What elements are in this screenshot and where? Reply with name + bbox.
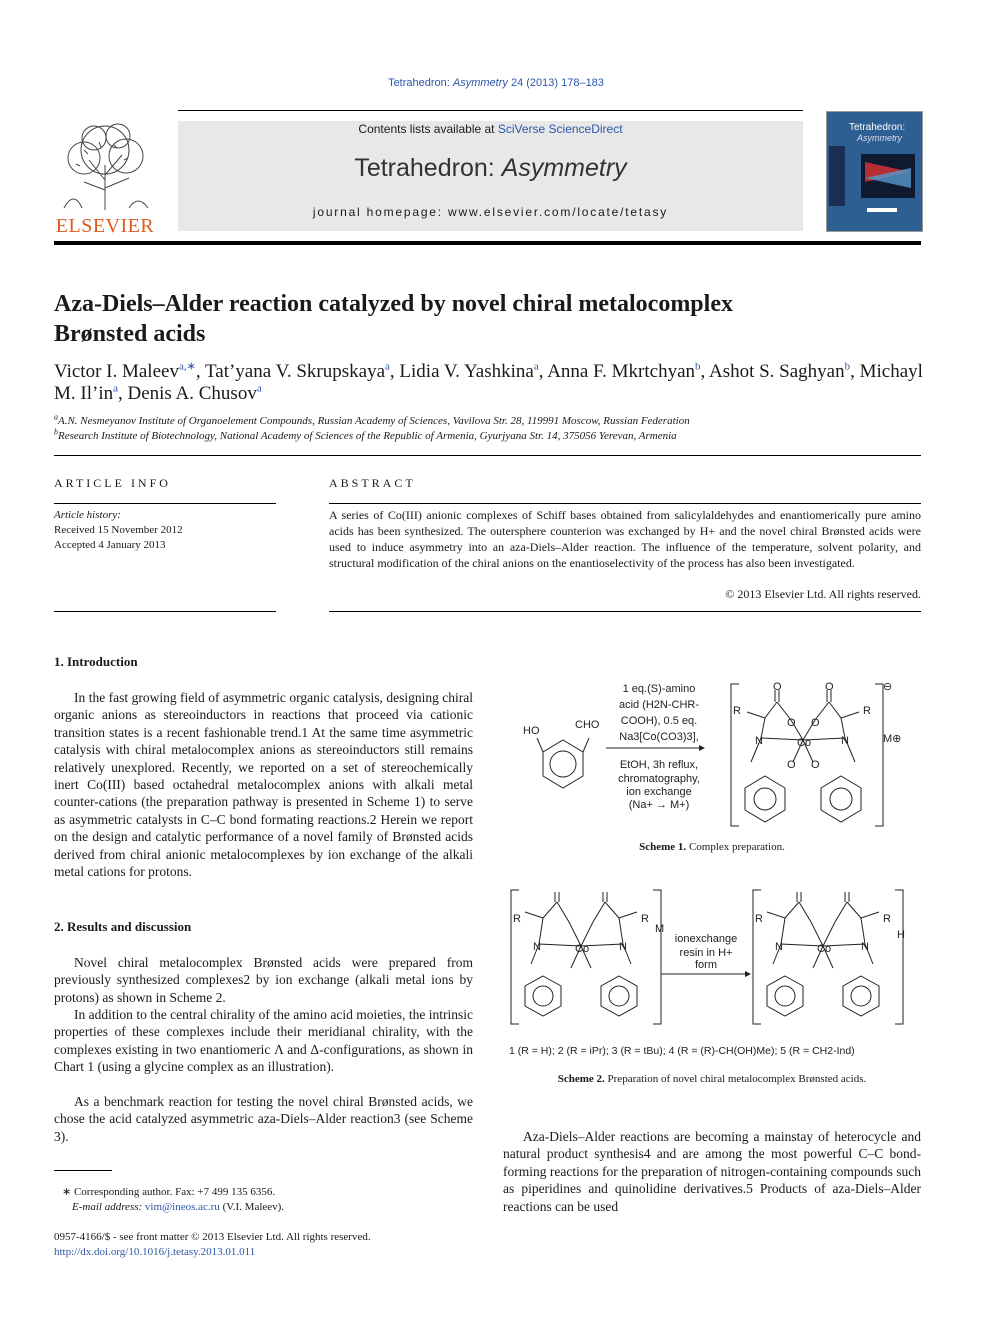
scheme-2-product	[753, 890, 903, 1024]
abstract-bottom-rule	[329, 611, 921, 612]
abstract-rule	[329, 503, 921, 504]
scheme-2-caption	[503, 1073, 921, 1085]
journal-title-main: Tetrahedron:	[354, 154, 495, 182]
ho-label: HO	[523, 725, 540, 737]
scheme-1-condition: ion exchange	[626, 786, 692, 798]
scheme-1-counterion: M⊕	[883, 733, 902, 745]
scheme-2-caption-text: Preparation of novel chiral metalocomplex Brønsted acids.	[607, 1073, 867, 1085]
author-list: Victor I. Maleev$^{a,∗}$, Tat’yana V. Skrupskaya$^a$, Lidia V. Yashkina$^a$, Anna F. Mkrtchyan$^b$, Ashot S. Saghyan$^b$, Michayl M. $Il’in^a$, Denis A. Chusov$^a$	[54, 360, 923, 404]
o-label: O	[811, 759, 820, 771]
scheme-1-condition: 1 eq.(S)-amino	[622, 683, 696, 695]
elsevier-logo[interactable]	[54, 120, 156, 237]
author[interactable]: Michayl M. $Il’in^a$	[54, 361, 923, 404]
n-label: N	[861, 941, 869, 953]
journal-cover[interactable]	[826, 111, 923, 232]
author[interactable]: Ashot S. Saghyan$^b$	[708, 360, 851, 382]
article-info-rule	[54, 503, 276, 504]
footnotes	[54, 1185, 473, 1215]
received-date: Received 15 November 2012	[54, 524, 183, 536]
co-label: Co	[575, 943, 590, 955]
sciverse-link[interactable]: SciVerse ScienceDirect	[497, 122, 623, 136]
scheme-1-condition: EtOH, 3h reflux,	[619, 759, 699, 771]
header-rule-thin	[178, 110, 803, 111]
scheme-1-condition: (Na+ → M+)	[628, 799, 690, 811]
n-label: N	[533, 941, 541, 953]
scheme-1-condition: acid (H2N-CHR-	[618, 699, 700, 711]
article-title	[54, 289, 914, 349]
author[interactable]: Anna F. Mkrtchyan$^b$	[547, 360, 701, 382]
results-heading: 2. Results and discussion	[54, 919, 192, 934]
author[interactable]: Lidia V. Yashkina$^a$	[399, 360, 539, 382]
scheme-2-arrow-text: form	[695, 959, 717, 971]
right-column-paragraph: Aza-Diels–Alder reactions are becoming a mainstay of heterocycle and natural product synthesis4 and are among the most powerful C–C bond-forming reactions for the preparation of nitrogen-containing compounds such as piperidines and quinolidine derivatives.5 Products of aza-Diels–Alder reactions can be used	[503, 1129, 921, 1214]
journal-title	[178, 154, 803, 183]
corresponding-author: ∗ Corresponding author. Fax: +7 499 135 6356.	[62, 1186, 276, 1198]
abstract-heading: ABSTRACT	[329, 476, 416, 490]
article-info-heading: ARTICLE INFO	[54, 476, 171, 490]
citation-journal: Tetrahedron:	[388, 77, 450, 89]
r-label: R	[733, 705, 741, 717]
o-label: O	[811, 717, 820, 729]
results-paragraph-1: Novel chiral metalocomplex Brønsted acids were prepared from previously synthesized complexes2 by ion exchange (alkali metal ions by protons) as shown in Scheme 2.	[54, 955, 473, 1005]
accepted-date: Accepted 4 January 2013	[54, 539, 166, 551]
footnote-rule	[54, 1170, 112, 1171]
article-info-bottom-rule	[54, 611, 276, 612]
elsevier-tree-icon	[54, 120, 156, 212]
o-label: O	[787, 759, 796, 771]
affiliations-rule	[54, 455, 921, 456]
issn-line: 0957-4166/$ - see front matter © 2013 Elsevier Ltd. All rights reserved.	[54, 1231, 371, 1243]
journal-title-italic: Asymmetry	[501, 154, 627, 182]
n-label: N	[619, 941, 627, 953]
scheme-2-compound-list: 1 (R = H); 2 (R = iPr); 3 (R = tBu); 4 (R = (R)-CH(OH)Me); 5 (R = CH2-Ind)	[509, 1045, 855, 1057]
scheme-1-condition: COOH), 0.5 eq.	[620, 715, 698, 727]
journal-homepage[interactable]: journal homepage: www.elsevier.com/locate/tetasy	[312, 205, 669, 219]
m-label: M	[655, 923, 665, 935]
o-label: O	[787, 717, 796, 729]
results-paragraph-3: As a benchmark reaction for testing the novel chiral Brønsted acids, we chose the acid catalyzed asymmetric aza-Diels–Alder reaction3 (see Scheme 3).	[54, 1094, 473, 1144]
co-label: Co	[797, 737, 812, 749]
author[interactable]: Victor I. Maleev$^{a,∗}$	[54, 360, 196, 382]
affiliations	[54, 414, 924, 444]
n-label: N	[841, 735, 849, 747]
front-matter	[54, 1230, 494, 1260]
scheme-1-conditions-bottom	[618, 759, 700, 811]
abstract-text: A series of Co(III) anionic complexes of Schiff bases obtained from salicylaldehydes and enantiomerically pure amino acids has been synthesized. The outersphere counterion was exchanged by H+ and the novel chiral Brønsted acids were used to induce asymmetry into an aza-Diels–Alder reaction. The influence of the temperature, solvent polarity, and structural modification of the chiral anions on the enantioselectivity of the process has also been investigated.	[329, 508, 921, 570]
scheme-2-figure	[503, 884, 921, 1062]
cover-title: Tetrahedron:	[849, 122, 906, 133]
title-line-2: Brønsted acids	[54, 321, 206, 347]
contents-prefix: Contents lists available at	[358, 122, 495, 136]
cobalt-complex-structure	[731, 684, 883, 826]
elsevier-wordmark: ELSEVIER	[55, 215, 155, 237]
email-label: E-mail address:	[72, 1201, 143, 1213]
email-name: (V.I. Maleev).	[222, 1201, 285, 1213]
o-label: O	[825, 681, 834, 693]
scheme-1-caption-text: Complex preparation.	[688, 841, 785, 853]
history-label: Article history:	[54, 509, 121, 521]
scheme-2-reactant	[511, 890, 661, 1024]
n-label: N	[755, 735, 763, 747]
doi-link[interactable]: http://dx.doi.org/10.1016/j.tetasy.2013.01.011	[54, 1246, 256, 1258]
co-label: Co	[817, 943, 832, 955]
scheme-1-label: Scheme 1.	[639, 841, 687, 853]
r-label: R	[513, 913, 521, 925]
scheme-2-arrow-text: ionexchange	[674, 933, 738, 945]
header-rule-thick	[54, 241, 921, 245]
citation-rest: 24 (2013) 178–183	[510, 77, 604, 89]
journal-citation[interactable]	[0, 77, 992, 89]
scheme-1-condition: Na3[Co(CO3)3],	[619, 731, 699, 743]
cho-label: CHO	[575, 719, 600, 731]
scheme-2-label: Scheme 2.	[557, 1073, 605, 1085]
contents-line	[178, 122, 803, 136]
email-link[interactable]: vim@ineos.ac.ru	[144, 1201, 220, 1213]
author[interactable]: Denis A. Chusov$^a$	[127, 382, 262, 404]
r-label: R	[755, 913, 763, 925]
n-label: N	[775, 941, 783, 953]
h-label: H	[897, 929, 905, 941]
scheme-1-figure	[503, 676, 921, 834]
citation-journal-italic: Asymmetry	[452, 77, 508, 89]
scheme-1-conditions-top	[619, 683, 699, 743]
r-label: R	[641, 913, 649, 925]
r-label: R	[863, 705, 871, 717]
scheme-1-charge: ⊖	[883, 681, 893, 693]
intro-heading: 1. Introduction	[54, 654, 138, 669]
scheme-2-arrow-text: resin in H+	[679, 947, 733, 959]
affiliation-b: $^b$Research Institute of Biotechnology, National Academy of Sciences of the Republic of Armenia, Gyurjyana Str. 14, 375056 Yerevan, Armenia	[54, 427, 677, 442]
abstract-copyright: © 2013 Elsevier Ltd. All rights reserved.	[725, 587, 921, 601]
scheme-1-condition: chromatography,	[618, 773, 700, 785]
salicylaldehyde-structure	[537, 738, 589, 788]
intro-text: In the fast growing field of asymmetric organic catalysis, designing chiral organic anions as stereoinductors in reactions that proceed via cationic transition states is a recent fashionable trend.1 At the same time asymmetric catalysis with chiral metalocomplex anions as stereoinductors still remains relatively unexplored. Recently, we reported on a set of stereochemically inert Co(III) based octahedral metalocomplex anions with alkali metal counter-cations (the preparation pathway is presented in Scheme 1) to serve as asymmetric catalysts in C–C bond formating reactions.2 Herein we report on the design and catalytic performance of a novel family of Brønsted acids derived from chiral anionic metalocomplexes by ion exchange of the alkali metal cations for protons.	[54, 690, 473, 880]
title-line-1: Aza-Diels–Alder reaction catalyzed by novel chiral metalocomplex	[54, 291, 733, 317]
author[interactable]: Tat’yana V. Skrupskaya$^a$	[204, 360, 390, 382]
results-paragraph-2: In addition to the central chirality of the amino acid moieties, the intrinsic properties of these complexes include their meridianal chirality, with the complexes existing in two enantiomeric Λ and Δ-configurations, as shown in Chart 1 (using a glycine complex as an illustration).	[54, 1007, 473, 1075]
r-label: R	[883, 913, 891, 925]
o-label: O	[773, 681, 782, 693]
journal-header-box	[178, 121, 803, 231]
article-history	[54, 508, 183, 553]
email-line	[54, 1200, 473, 1215]
cover-art	[827, 142, 922, 222]
scheme-1-caption	[503, 841, 921, 853]
affiliation-a: $^a$A.N. Nesmeyanov Institute of Organoelement Compounds, Russian Academy of Sciences, Vavilova Str. 28, 119991 Moscow, Russian Federation	[54, 412, 690, 427]
cover-subtitle: Asymmetry	[857, 133, 902, 143]
